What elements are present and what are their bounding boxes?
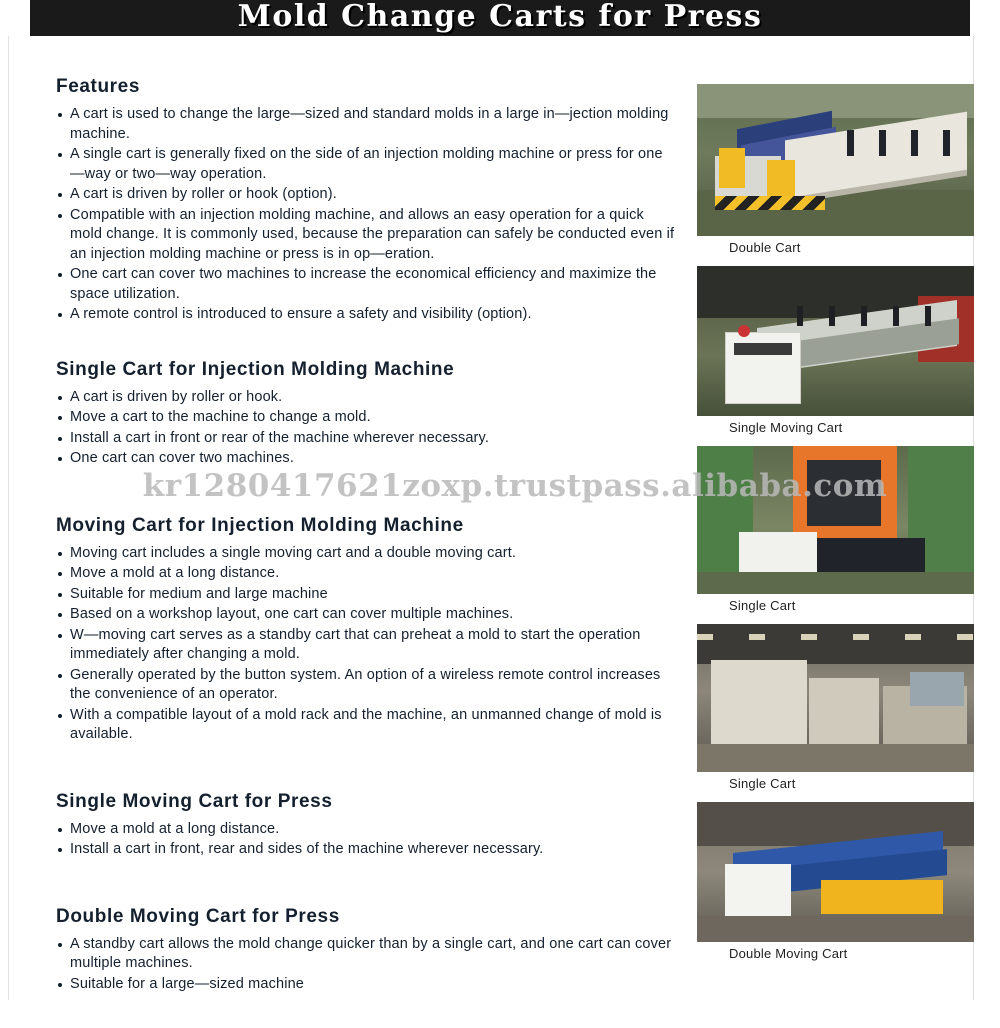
list-item: Install a cart in front, rear and sides of the machine wherever necessary. xyxy=(56,840,676,860)
list-item: A single cart is generally fixed on the side of an injection molding machine or press for one—way or two—way operation. xyxy=(56,145,676,184)
section-single-moving-cart-press xyxy=(56,791,676,860)
figure-single-moving-cart xyxy=(697,266,974,441)
list-item: With a compatible layout of a mold rack and the machine, an unmanned change of mold is available. xyxy=(56,706,676,745)
section-heading: Features xyxy=(56,76,141,97)
figure-double-moving-cart xyxy=(697,802,974,967)
list-item: Move a mold at a long distance. xyxy=(56,564,676,584)
photo-single-moving-cart xyxy=(697,266,974,416)
photo-caption: Double Cart xyxy=(729,240,801,255)
page-right-margin xyxy=(973,36,1000,1000)
list-item: Based on a workshop layout, one cart can cover multiple machines. xyxy=(56,605,676,625)
photo-double-cart xyxy=(697,84,974,236)
section-heading: Double Moving Cart for Press xyxy=(56,905,340,927)
photo-double-moving-cart xyxy=(697,802,974,942)
banner-right-cap xyxy=(970,0,1000,36)
section-bullet-list xyxy=(56,935,676,995)
section-bullet-list xyxy=(56,105,676,325)
section-bullet-list xyxy=(56,544,676,745)
list-item: Move a cart to the machine to change a mold. xyxy=(56,408,676,428)
list-item: Install a cart in front or rear of the machine wherever necessary. xyxy=(56,429,676,449)
list-item: Compatible with an injection molding machine, and allows an easy operation for a quick mold change. It is commonly used, because the preparation can safely be conducted even if an injection molding machine or press is in op—eration. xyxy=(56,206,676,265)
figure-single-cart-press xyxy=(697,446,974,619)
section-heading: Single Moving Cart for Press xyxy=(56,790,333,812)
photo-caption: Single Moving Cart xyxy=(729,420,843,435)
list-item: Move a mold at a long distance. xyxy=(56,820,676,840)
section-heading: Moving Cart for Injection Molding Machine xyxy=(56,514,464,536)
photo-caption: Single Cart xyxy=(729,776,796,791)
list-item: Moving cart includes a single moving cart and a double moving cart. xyxy=(56,544,676,564)
photo-gallery xyxy=(697,84,974,972)
section-features xyxy=(56,76,676,325)
section-bullet-list xyxy=(56,388,676,469)
figure-single-cart-shop xyxy=(697,624,974,797)
section-bullet-list xyxy=(56,820,676,860)
list-item: Suitable for medium and large machine xyxy=(56,585,676,605)
photo-single-cart-shop xyxy=(697,624,974,772)
section-moving-cart-injection xyxy=(56,515,676,745)
page-banner xyxy=(0,0,1000,36)
figure-double-cart xyxy=(697,84,974,261)
banner-left-cap xyxy=(0,0,30,36)
list-item: A cart is driven by roller or hook. xyxy=(56,388,676,408)
page-left-margin xyxy=(0,36,9,1000)
watermark-text: kr1280417621zoxp.trustpass.alibaba.com xyxy=(142,468,888,504)
list-item: A remote control is introduced to ensure a safety and visibility (option). xyxy=(56,305,676,325)
section-single-cart-injection xyxy=(56,359,676,469)
section-double-moving-cart-press xyxy=(56,906,676,995)
photo-caption: Single Cart xyxy=(729,598,796,613)
list-item: One cart can cover two machines. xyxy=(56,449,676,469)
list-item: Generally operated by the button system. An option of a wireless remote control increases the convenience of an operator. xyxy=(56,666,676,705)
list-item: W—moving cart serves as a standby cart that can preheat a mold to start the operation immediately after changing a mold. xyxy=(56,626,676,665)
list-item: Suitable for a large—sized machine xyxy=(56,975,676,995)
list-item: A standby cart allows the mold change quicker than by a single cart, and one cart can cover multiple machines. xyxy=(56,935,676,974)
photo-single-cart-press xyxy=(697,446,974,594)
page-title: Mold Change Carts for Press xyxy=(237,0,763,34)
list-item: One cart can cover two machines to increase the economical efficiency and maximize the space utilization. xyxy=(56,265,676,304)
photo-caption: Double Moving Cart xyxy=(729,946,848,961)
section-heading: Single Cart for Injection Molding Machine xyxy=(56,358,455,380)
text-column xyxy=(56,76,676,1028)
document-page xyxy=(0,36,1000,1000)
list-item: A cart is driven by roller or hook (option). xyxy=(56,185,676,205)
list-item: A cart is used to change the large—sized and standard molds in a large in—jection molding machine. xyxy=(56,105,676,144)
